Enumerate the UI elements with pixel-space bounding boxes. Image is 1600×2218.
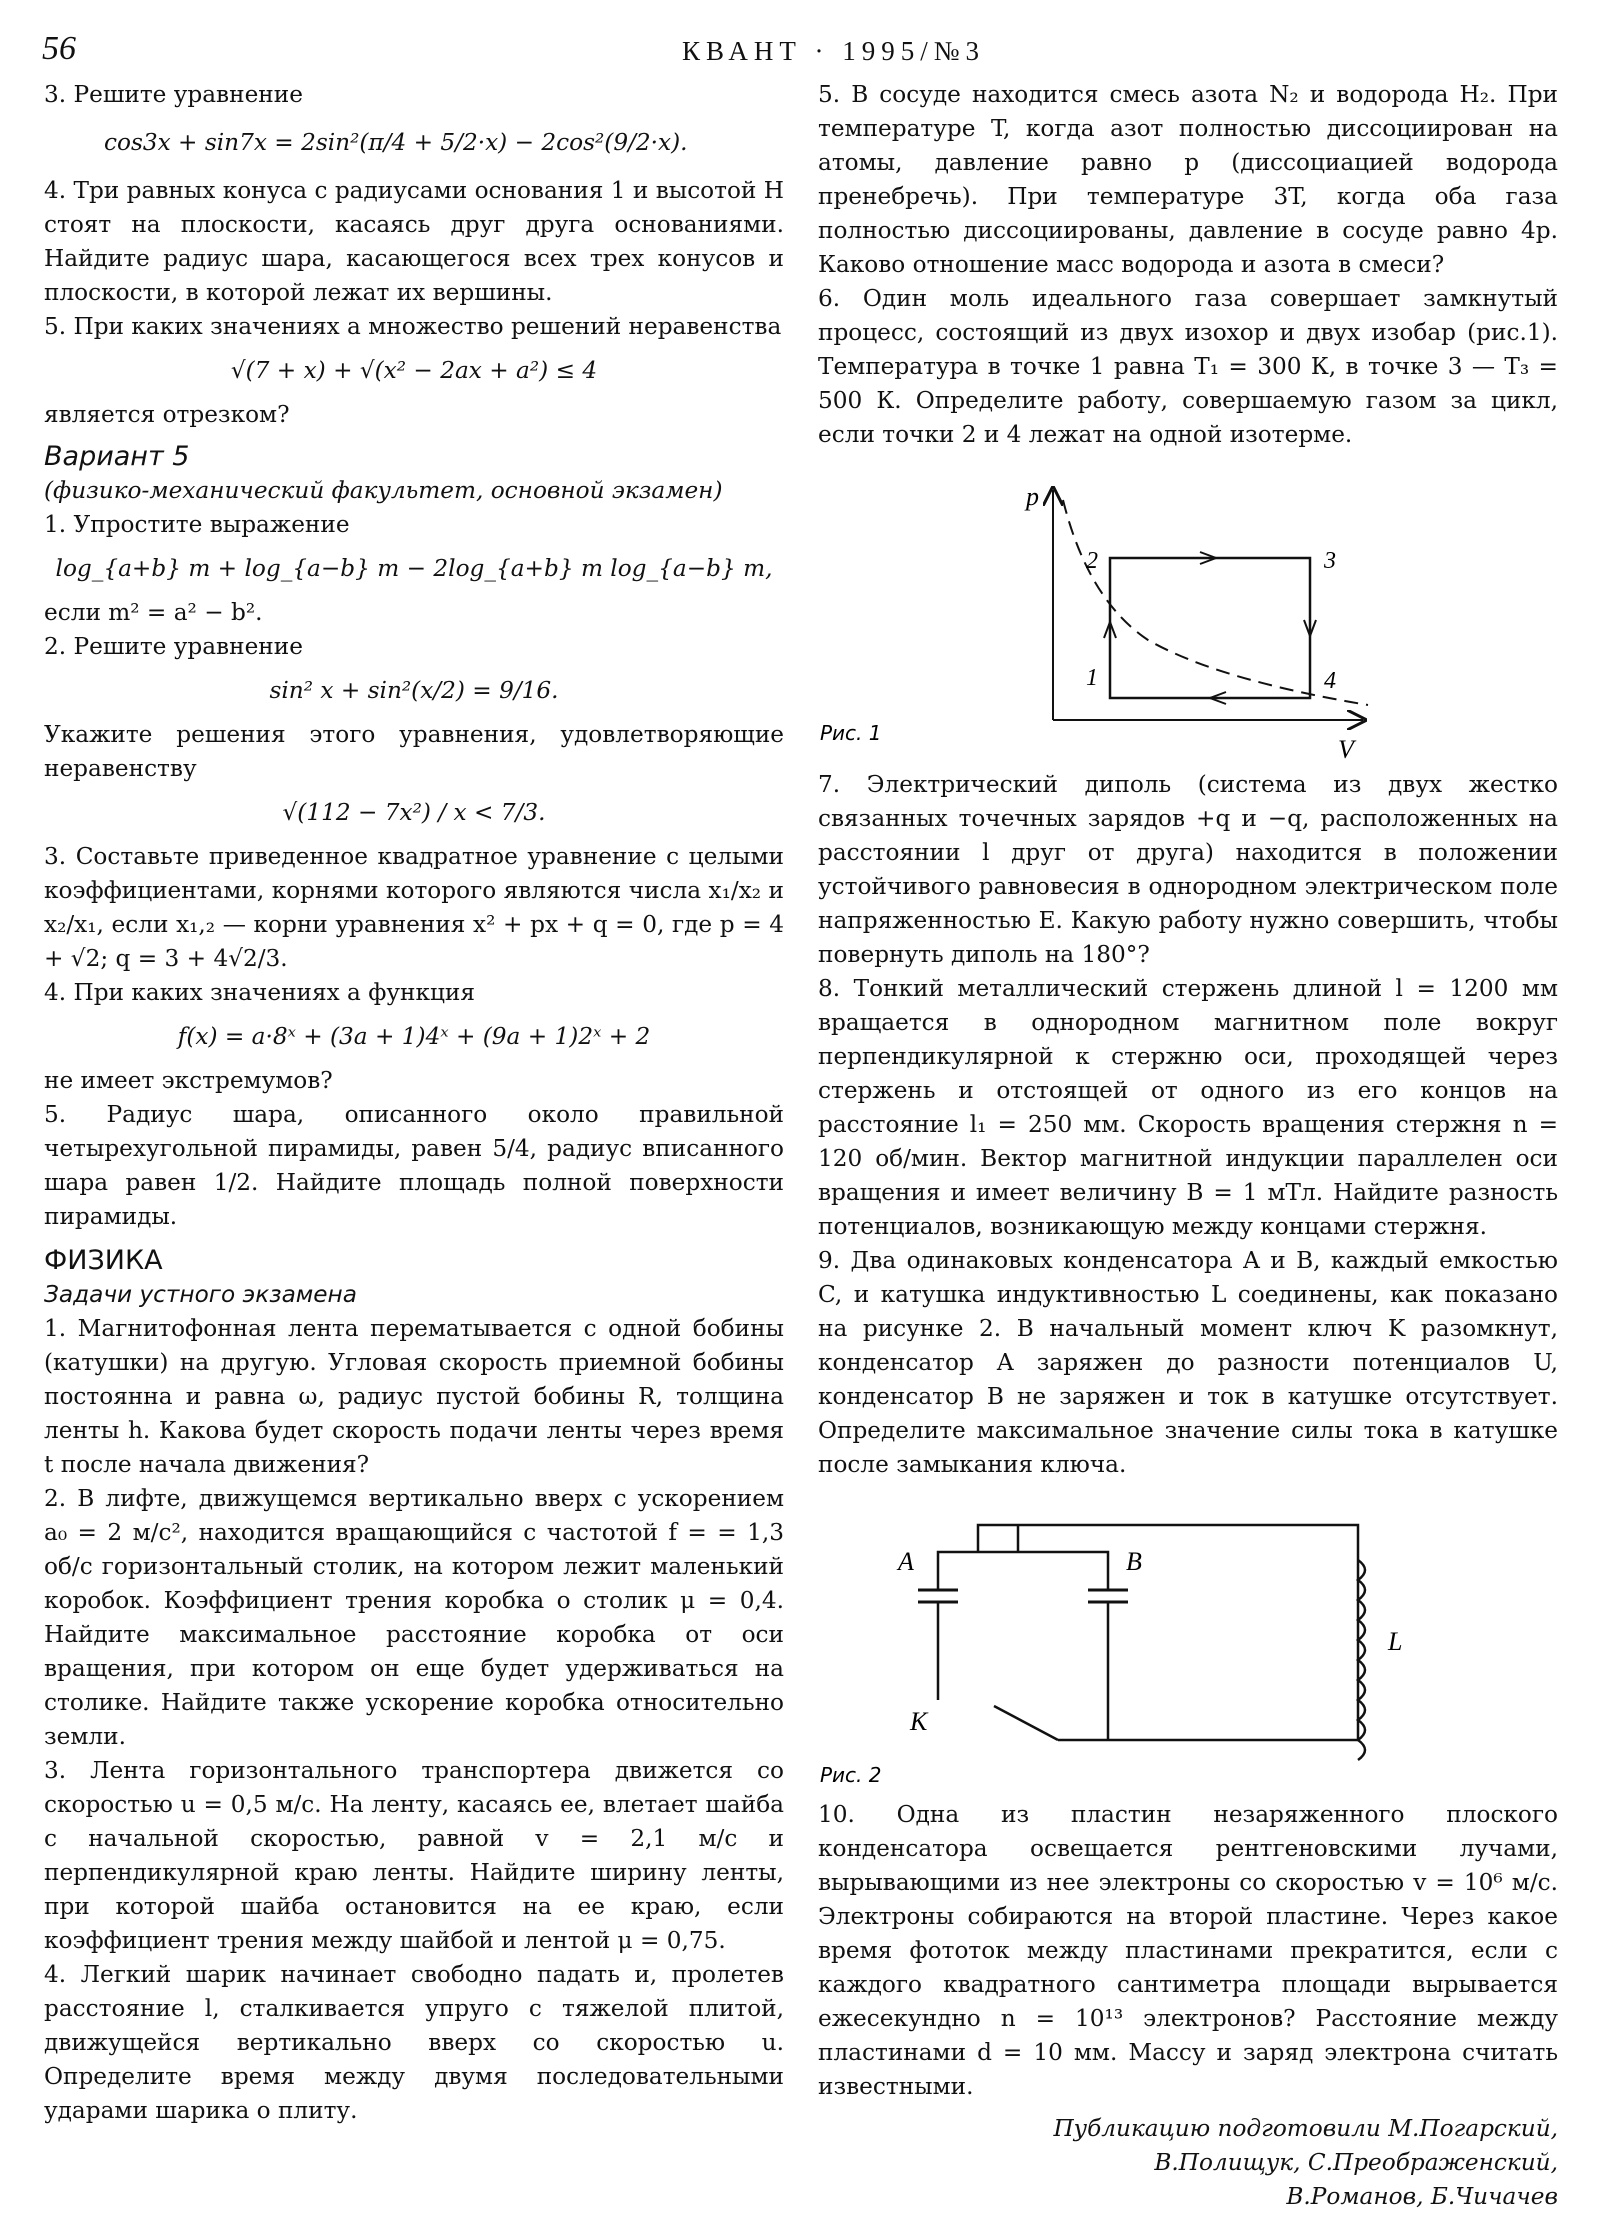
journal-title: КВАНТ · 1995/№3 [682,36,986,66]
physics-problem-3: 3. Лента горизонтального транспортера движется со скоростью u = 0,5 м/с. На ленту, касаясь ее, влетает шайба с начальной скоростью, равной v = 2,1 м/с и перпендикулярной краю ленты. Найдите ширину ленты, при которой шайба остановится на ее краю, если коэффициент трения между шайбой и лентой μ = 0,75. [44,1757,784,1954]
problem-5-equation: √(7 + x) + √(x² − 2ax + a²) ≤ 4 [230,357,598,384]
label-l: L [1388,1627,1403,1656]
variant-problem-4-tail: не имеет экстремумов? [44,1067,333,1094]
problem-5-tail: является отрезком? [44,401,290,428]
variant-problem-1-equation: log_{a+b} m + log_{a−b} m − 2log_{a+b} m log_{a−b} m, [55,555,773,582]
physics-problem-10: 10. Одна из пластин незаряженного плоского конденсатора освещается рентгеновскими лучами, вырывающими из нее электроны со скоростью v = 10⁶ м/с. Электроны собираются на второй пластине. Через какое время фототок между пластинами прекратится, если с каждого квадратного сантиметра площади вырывается ежесекундно n = 10¹³ электронов? Расстояние между пластинами d = 10 мм. Массу и заряд электрона считать известными. [818,1801,1558,2100]
variant-problem-4-equation: f(x) = a·8ˣ + (3a + 1)4ˣ + (9a + 1)2ˣ + 2 [177,1023,651,1050]
point-4-label: 4 [1324,668,1336,694]
cycle-rectangle [1110,558,1310,698]
pv-diagram [818,460,1558,760]
variant-problem-1-tail: если m² = a² − b². [44,599,263,626]
left-column [44,78,784,2128]
physics-heading: ФИЗИКА [44,1245,163,1276]
variant-problem-2: 2. Решите уравнение [44,633,303,660]
wire-a-top [938,1525,1108,1590]
credits [818,2112,1558,2214]
physics-problem-5: 5. В сосуде находится смесь азота N₂ и водорода H₂. При температуре T, когда азот полностью диссоциирован на атомы, давление равно p (диссоциацией водорода пренебречь). При температуре 3T, когда оба газа полностью диссоциированы, давление в сосуде равно 4p. Каково отношение масс водорода и азота в смеси? [818,81,1558,278]
credit-line-1: Публикацию подготовили М.Погарский, [1053,2115,1558,2142]
variant-problem-4: 4. При каких значениях a функция [44,979,475,1006]
problem-3-equation: cos3x + sin7x = 2sin²(π/4 + 5/2·x) − 2cos²(9/2·x). [104,129,688,156]
credit-line-3: В.Романов, Б.Чичачев [1286,2183,1558,2210]
variant-problem-5: 5. Радиус шара, описанного около правильной четырехугольной пирамиды, равен 5/4, радиус вписанного шара равен 1/2. Найдите площадь полной поверхности пирамиды. [44,1101,784,1230]
problem-4: 4. Три равных конуса с радиусами основания 1 и высотой H стоят на плоскости, касаясь друг друга основаниями. Найдите радиус шара, касающегося всех трех конусов и плоскости, в которой лежат их вершины. [44,177,784,306]
problem-5: 5. При каких значениях a множество решений неравенства [44,313,782,340]
credit-line-2: В.Полищук, С.Преображенский, [1154,2149,1558,2176]
figure-2 [818,1490,1558,1790]
physics-problem-8: 8. Тонкий металлический стержень длиной l = 1200 мм вращается в однородном магнитном поле вокруг перпендикулярной к стержню оси, проходящей через стержень и отстоящей от одного из его концов на расстояние l₁ = 250 мм. Скорость вращения стержня n = 120 об/мин. Вектор магнитной индукции параллелен оси вращения и имеет величину B = 1 мТл. Найдите разность потенциалов, возникающую между концами стержня. [818,975,1558,1240]
page-number: 56 [42,30,76,67]
point-1-label: 1 [1086,665,1098,691]
physics-problem-9: 9. Два одинаковых конденсатора A и B, каждый емкостью C, и катушка индуктивностью L соединены, как показано на рисунке 2. В начальный момент ключ K разомкнут, конденсатор A заряжен до разности потенциалов U, конденсатор B не заряжен и ток в катушке отсутствует. Определите максимальное значение силы тока в катушке после замыкания ключа. [818,1247,1558,1478]
x-axis-label: V [1338,735,1354,760]
point-3-label: 3 [1324,548,1336,574]
physics-problem-2: 2. В лифте, движущемся вертикально вверх с ускорением a₀ = 2 м/с², находится вращающийся с частотой f = = 1,3 об/с горизонтальный столик, на котором лежит маленький коробок. Коэффициент трения коробка о столик μ = 0,4. Найдите максимальное расстояние коробка от оси вращения, при котором он еще будет удерживаться на столике. Найдите также ускорение коробка относительно земли. [44,1485,784,1750]
physics-problem-6: 6. Один моль идеального газа совершает замкнутый процесс, состоящий из двух изохор и двух изобар (рис.1). Температура в точке 1 равна T₁ = 300 К, в точке 3 — T₃ = 500 К. Определите работу, совершаемую газом за цикл, если точки 2 и 4 лежат на одной изотерме. [818,285,1558,448]
physics-problem-1: 1. Магнитофонная лента перематывается с одной бобины (катушки) на другую. Угловая скорость приемной бобины постоянна и равна ω, радиус пустой бобины R, толщина ленты h. Какова будет скорость подачи ленты через время t после начала движения? [44,1315,784,1478]
right-column [818,78,1558,2214]
point-2-label: 2 [1086,548,1098,574]
physics-problem-4: 4. Легкий шарик начинает свободно падать и, пролетев расстояние l, сталкивается упруго с тяжелой плитой, движущейся вертикально вверх со скоростью u. Определите время между двумя последовательными ударами шарика о плиту. [44,1961,784,2124]
variant-problem-2-equation: sin² x + sin²(x/2) = 9/16. [269,677,559,704]
circuit-wire [978,1525,1358,1740]
circuit-diagram [818,1490,1558,1790]
variant-subheading: (физико-механический факультет, основной экзамен) [44,477,723,504]
figure-1 [818,460,1558,760]
variant-problem-1: 1. Упростите выражение [44,511,350,538]
variant-problem-3: 3. Составьте приведенное квадратное уравнение с целыми коэффициентами, корнями которого являются числа x₁/x₂ и x₂/x₁, если x₁,₂ — корни уравнения x² + px + q = 0, где p = 4 + √2; q = 3 + 4√2/3. [44,843,784,972]
label-a: A [898,1547,914,1576]
physics-subheading: Задачи устного экзамена [44,1281,357,1308]
figure-2-caption: Рис. 2 [820,1763,882,1787]
label-b: B [1126,1547,1142,1576]
page-header [42,30,1562,70]
variant-problem-2-tail: Укажите решения этого уравнения, удовлетворяющие неравенству [44,721,784,782]
physics-problem-7: 7. Электрический диполь (система из двух жестко связанных точечных зарядов +q и −q, расположенных на расстоянии l друг от друга) находится в положении устойчивого равновесия в однородном электрическом поле напряженностью E. Какую работу нужно совершить, чтобы повернуть диполь на 180°? [818,771,1558,968]
y-axis-label: p [1026,482,1039,511]
variant-problem-2-inequality: √(112 − 7x²) / x < 7/3. [282,799,546,826]
problem-3-label: 3. Решите уравнение [44,81,303,108]
label-k: K [910,1707,928,1736]
figure-1-caption: Рис. 1 [820,721,882,745]
variant-heading: Вариант 5 [44,441,190,472]
